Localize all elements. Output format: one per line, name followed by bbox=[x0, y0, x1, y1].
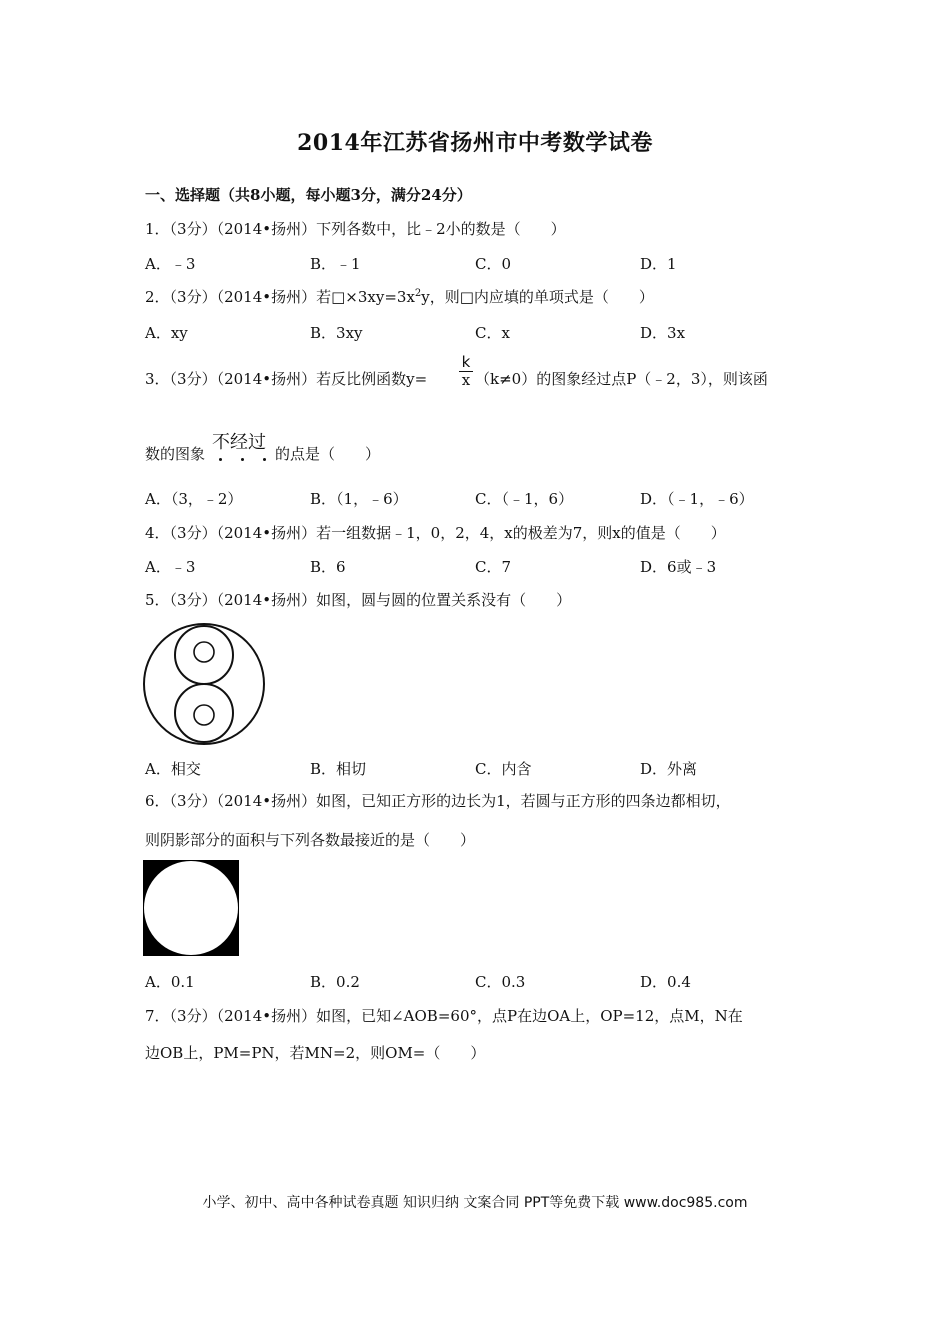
q2-text-b: y，则□内应填的单项式是（ ） bbox=[421, 288, 654, 306]
question-7-line-2: 边OB上，PM=PN，若MN=2，则OM=（ ） bbox=[145, 1044, 486, 1062]
q3-option-c: C．（﹣1，6） bbox=[475, 490, 574, 508]
page-title: 2014年江苏省扬州市中考数学试卷 bbox=[297, 130, 653, 156]
section-heading: 一、选择题（共8小题，每小题3分，满分24分） bbox=[145, 186, 472, 204]
emphasis-dot bbox=[219, 458, 222, 461]
fraction-k-over-x bbox=[459, 354, 473, 389]
q2-option-c: C．x bbox=[475, 324, 510, 342]
q4-option-b: B．6 bbox=[310, 558, 346, 576]
question-7-line-1: 7．（3分）（2014•扬州）如图，已知∠AOB=60°，点P在边OA上，OP=12，点M，N在 bbox=[145, 1007, 743, 1025]
q6-option-d: D．0.4 bbox=[640, 973, 691, 991]
circles-figure bbox=[141, 622, 267, 746]
question-6-line-2: 则阴影部分的面积与下列各数最接近的是（ ） bbox=[145, 831, 476, 849]
question-3-line-1: 3．（3分）（2014•扬州）若反比例函数y= bbox=[145, 370, 428, 388]
emphasized-text: 不经过 bbox=[212, 432, 266, 453]
question-2 bbox=[145, 286, 654, 307]
fraction-numerator: k bbox=[459, 354, 473, 372]
square-circle-figure bbox=[143, 860, 239, 956]
q5-option-c: C．内含 bbox=[475, 760, 532, 778]
q5-option-d: D．外离 bbox=[640, 760, 698, 778]
question-3-line-2-start: 数的图象 bbox=[145, 445, 206, 463]
q4-option-c: C．7 bbox=[475, 558, 512, 576]
question-3-line-1-rest: （k≠0）的图象经过点P（﹣2，3），则该函 bbox=[475, 370, 768, 388]
question-4: 4．（3分）（2014•扬州）若一组数据﹣1，0，2，4，x的极差为7，则x的值是（ ） bbox=[145, 524, 726, 542]
q1-option-b: B．﹣1 bbox=[310, 255, 361, 273]
q6-option-c: C．0.3 bbox=[475, 973, 526, 991]
emphasis-dot bbox=[241, 458, 244, 461]
q2-option-b: B．3xy bbox=[310, 324, 363, 342]
q2-option-a: A．xy bbox=[145, 324, 188, 342]
emphasis-dot bbox=[263, 458, 266, 461]
q3-option-a: A．（3，﹣2） bbox=[145, 490, 243, 508]
question-1: 1．（3分）（2014•扬州）下列各数中，比﹣2小的数是（ ） bbox=[145, 220, 566, 238]
q6-option-b: B．0.2 bbox=[310, 973, 360, 991]
fraction-denominator: x bbox=[461, 371, 471, 389]
question-3-line-2-end: 的点是（ ） bbox=[275, 445, 381, 463]
q5-option-b: B．相切 bbox=[310, 760, 367, 778]
q4-option-a: A．﹣3 bbox=[145, 558, 196, 576]
q5-option-a: A．相交 bbox=[145, 760, 201, 778]
q2-exponent: 2 bbox=[414, 288, 422, 299]
q3-option-b: B．（1，﹣6） bbox=[310, 490, 408, 508]
q3-option-d: D．（﹣1，﹣6） bbox=[640, 490, 754, 508]
footer-banner: 小学、初中、高中各种试卷真题 知识归纳 文案合同 PPT等免费下载 www.doc985.com bbox=[202, 1195, 748, 1211]
q6-option-a: A．0.1 bbox=[145, 973, 195, 991]
q1-option-c: C．0 bbox=[475, 255, 512, 273]
q1-option-d: D．1 bbox=[640, 255, 677, 273]
q4-option-d: D．6或﹣3 bbox=[640, 558, 717, 576]
q2-text-a: 2．（3分）（2014•扬州）若□×3xy=3x bbox=[145, 288, 415, 306]
q2-option-d: D．3x bbox=[640, 324, 686, 342]
question-6-line-1: 6．（3分）（2014•扬州）如图，已知正方形的边长为1，若圆与正方形的四条边都相切， bbox=[145, 792, 731, 810]
q1-option-a: A．﹣3 bbox=[145, 255, 196, 273]
question-5: 5．（3分）（2014•扬州）如图，圆与圆的位置关系没有（ ） bbox=[145, 591, 572, 609]
